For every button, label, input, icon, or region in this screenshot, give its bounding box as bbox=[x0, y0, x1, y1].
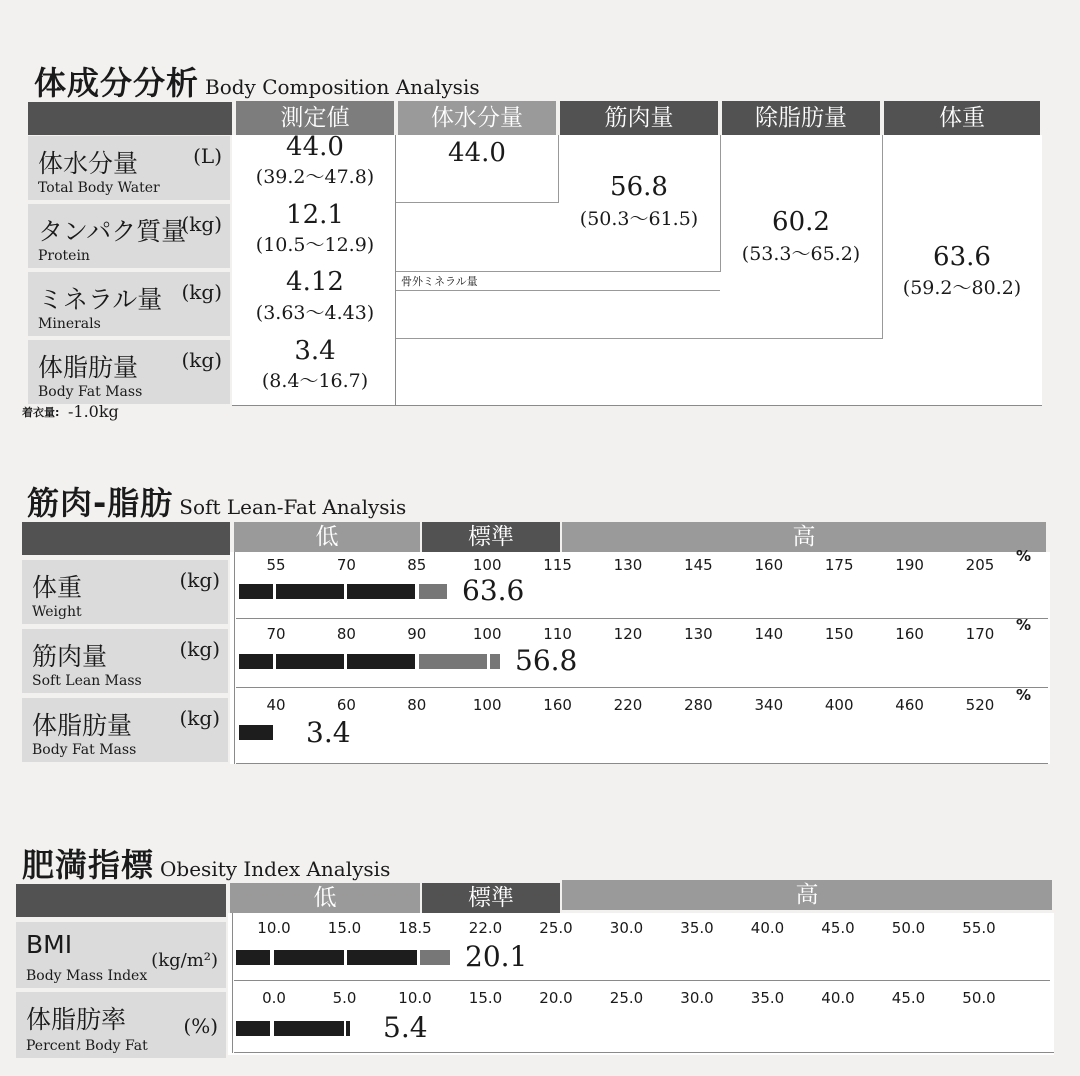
scale-tick-label: 55.0 bbox=[962, 919, 996, 937]
scale-tick-label: 40.0 bbox=[821, 989, 855, 1007]
measured-protein-value: 12.1 bbox=[286, 200, 344, 230]
comp-row-water-unit: (L) bbox=[193, 144, 222, 168]
sl-muscle-bar-seg bbox=[419, 654, 487, 669]
ob-row-pbf-jp: 体脂肪率 bbox=[26, 1005, 127, 1034]
sl-row-weight-unit: (kg) bbox=[179, 568, 220, 592]
sl-fat-bar-seg bbox=[239, 725, 273, 740]
sl-weight-bar-seg bbox=[347, 584, 415, 599]
measured-fat-value: 3.4 bbox=[294, 336, 336, 366]
ob-pbf-bar-seg bbox=[274, 1021, 344, 1036]
ob-pbf-value: 5.4 bbox=[383, 1011, 428, 1044]
scale-tick-label: 205 bbox=[965, 556, 995, 574]
scale-tick-label: 220 bbox=[613, 696, 643, 714]
comp-row-protein-jp: タンパク質量 bbox=[38, 217, 187, 246]
measured-protein-range: (10.5～12.9) bbox=[255, 234, 375, 256]
weight-value: 63.6 bbox=[933, 242, 991, 272]
sl-weight-value: 63.6 bbox=[462, 574, 525, 607]
ob-row-pbf-unit: (%) bbox=[183, 1014, 218, 1038]
scale-tick-label: 22.0 bbox=[468, 919, 503, 937]
scale-tick-label: 400 bbox=[824, 696, 854, 714]
sl-row-fat-en: Body Fat Mass bbox=[32, 742, 137, 758]
ob-row-bmi-unit: (kg/m²) bbox=[151, 950, 218, 971]
ob-bmi-value: 20.1 bbox=[465, 940, 528, 973]
scale-tick-label: 460 bbox=[895, 696, 924, 714]
sl-ticks-weight bbox=[0, 556, 1080, 576]
scale-tick-label: 80 bbox=[336, 625, 356, 643]
scale-tick-label: 30.0 bbox=[680, 989, 714, 1007]
sl-muscle-bar-seg bbox=[239, 654, 273, 669]
comp-row-fat-jp: 体脂肪量 bbox=[38, 353, 139, 382]
ob-ticks-pbf bbox=[0, 989, 1080, 1009]
obesity-title-jp: 肥満指標 bbox=[22, 846, 155, 884]
softlean-header-blank bbox=[22, 522, 230, 555]
ffm-box bbox=[396, 135, 883, 339]
scale-tick-label: 85 bbox=[407, 556, 427, 574]
comp-row-fat-en: Body Fat Mass bbox=[38, 384, 143, 400]
header-muscle: 筋肉量 bbox=[560, 101, 718, 135]
sl-weight-bar-seg bbox=[239, 584, 273, 599]
ob-row-bmi-en: Body Mass Index bbox=[26, 968, 148, 984]
sl-row-sep-2 bbox=[236, 687, 1048, 688]
water-value: 44.0 bbox=[448, 138, 506, 168]
scale-tick-label: 55 bbox=[266, 556, 286, 574]
scale-tick-label: 100 bbox=[472, 625, 502, 643]
ob-ticks-bmi bbox=[0, 919, 1080, 939]
sl-row-weight-en: Weight bbox=[32, 604, 82, 620]
composition-subtitle: Body Composition Analysis bbox=[205, 75, 480, 99]
sl-row-weight-jp: 体重 bbox=[32, 573, 83, 602]
scale-tick-label: 45.0 bbox=[821, 919, 855, 937]
sl-percent-1: % bbox=[1016, 547, 1032, 565]
scale-tick-label: 25.0 bbox=[539, 919, 573, 937]
softlean-subtitle: Soft Lean-Fat Analysis bbox=[179, 495, 407, 519]
obesity-header-blank bbox=[16, 884, 226, 917]
scale-tick-label: 190 bbox=[895, 556, 924, 574]
footnote-value: -1.0kg bbox=[68, 402, 119, 421]
comp-row-fat bbox=[28, 340, 230, 404]
scale-tick-label: 160 bbox=[895, 625, 924, 643]
softlean-level-normal: 標準 bbox=[422, 522, 560, 552]
obesity-title bbox=[22, 840, 390, 886]
sl-fat-value: 3.4 bbox=[306, 716, 351, 749]
sl-ticks-fat bbox=[0, 696, 1080, 716]
scale-tick-label: 10.0 bbox=[257, 919, 291, 937]
scale-tick-label: 0.0 bbox=[262, 989, 286, 1007]
obesity-subtitle: Obesity Index Analysis bbox=[160, 857, 391, 881]
ffm-value: 60.2 bbox=[772, 207, 830, 237]
measured-fat-range: (8.4～16.7) bbox=[261, 370, 369, 392]
comp-row-water bbox=[28, 136, 230, 200]
scale-tick-label: 40 bbox=[266, 696, 286, 714]
obesity-level-normal: 標準 bbox=[422, 883, 560, 913]
comp-row-minerals-unit: (kg) bbox=[181, 280, 222, 304]
scale-tick-label: 70 bbox=[336, 556, 356, 574]
comp-row-water-jp: 体水分量 bbox=[38, 149, 139, 178]
ob-pbf-bar-seg bbox=[346, 1021, 350, 1036]
ob-row-pbf-en: Percent Body Fat bbox=[26, 1038, 148, 1054]
scale-tick-label: 70 bbox=[266, 625, 286, 643]
scale-tick-label: 30.0 bbox=[609, 919, 644, 937]
sl-weight-bar-seg bbox=[419, 584, 447, 599]
softlean-title bbox=[27, 478, 406, 524]
scale-tick-label: 175 bbox=[824, 556, 854, 574]
comp-row-protein bbox=[28, 204, 230, 268]
scale-tick-label: 45.0 bbox=[891, 989, 926, 1007]
sl-muscle-bar-seg bbox=[276, 654, 344, 669]
scale-tick-label: 40.0 bbox=[750, 919, 785, 937]
muscle-value: 56.8 bbox=[610, 172, 668, 202]
footnote-label: 着衣量: bbox=[22, 406, 60, 419]
measured-water-value: 44.0 bbox=[286, 132, 344, 162]
scale-tick-label: 25.0 bbox=[609, 989, 644, 1007]
sl-row-sep-1 bbox=[236, 618, 1048, 619]
scale-tick-label: 110 bbox=[543, 625, 572, 643]
scale-tick-label: 120 bbox=[613, 625, 643, 643]
header-water: 体水分量 bbox=[398, 101, 556, 135]
scale-tick-label: 280 bbox=[684, 696, 713, 714]
scale-tick-label: 5.0 bbox=[332, 989, 357, 1007]
scale-tick-label: 100 bbox=[472, 556, 502, 574]
scale-tick-label: 60 bbox=[336, 696, 356, 714]
scale-tick-label: 80 bbox=[407, 696, 427, 714]
measured-water-range: (39.2～47.8) bbox=[255, 166, 375, 188]
bone-mineral-label: 骨外ミネラル量 bbox=[401, 275, 478, 288]
composition-title bbox=[34, 58, 480, 104]
sl-left-line bbox=[234, 552, 235, 764]
scale-tick-label: 520 bbox=[965, 696, 995, 714]
ffm-range: (53.3～65.2) bbox=[741, 243, 861, 265]
sl-muscle-value: 56.8 bbox=[515, 644, 578, 677]
sl-row-muscle-en: Soft Lean Mass bbox=[32, 673, 142, 689]
scale-tick-label: 115 bbox=[543, 556, 572, 574]
ob-bmi-bar-seg bbox=[347, 950, 417, 965]
comp-row-fat-unit: (kg) bbox=[181, 348, 222, 372]
comp-row-water-en: Total Body Water bbox=[38, 180, 160, 196]
comp-divider bbox=[395, 135, 396, 406]
sl-row-fat-jp: 体脂肪量 bbox=[32, 711, 133, 740]
scale-tick-label: 90 bbox=[407, 625, 427, 643]
ob-bmi-bar-seg bbox=[274, 950, 344, 965]
softlean-title-jp: 筋肉-脂肪 bbox=[27, 484, 174, 522]
scale-tick-label: 140 bbox=[754, 625, 784, 643]
composition-header-blank bbox=[28, 102, 232, 135]
scale-tick-label: 150 bbox=[824, 625, 854, 643]
sl-row-muscle-unit: (kg) bbox=[179, 637, 220, 661]
ob-bmi-bar-seg bbox=[420, 950, 450, 965]
sl-muscle-bar-seg bbox=[347, 654, 415, 669]
header-weight: 体重 bbox=[884, 101, 1040, 135]
scale-tick-label: 145 bbox=[684, 556, 713, 574]
scale-tick-label: 15.0 bbox=[327, 919, 362, 937]
scale-tick-label: 35.0 bbox=[680, 919, 714, 937]
weight-range: (59.2～80.2) bbox=[902, 277, 1022, 299]
muscle-range: (50.3～61.5) bbox=[579, 208, 699, 230]
comp-row-minerals-jp: ミネラル量 bbox=[38, 285, 163, 314]
header-ffm: 除脂肪量 bbox=[722, 101, 880, 135]
scale-tick-label: 130 bbox=[684, 625, 713, 643]
ob-row-bmi-jp: BMI bbox=[26, 930, 73, 959]
sl-weight-bar-seg bbox=[276, 584, 344, 599]
comp-bottom-line bbox=[232, 405, 1042, 406]
composition-title-jp: 体成分分析 bbox=[34, 64, 200, 102]
sl-percent-2: % bbox=[1016, 616, 1032, 634]
scale-tick-label: 35.0 bbox=[750, 989, 785, 1007]
sl-bottom-line bbox=[236, 763, 1048, 764]
scale-tick-label: 15.0 bbox=[468, 989, 503, 1007]
comp-row-protein-en: Protein bbox=[38, 248, 90, 264]
comp-row-minerals-en: Minerals bbox=[38, 316, 101, 332]
measured-minerals-range: (3.63～4.43) bbox=[255, 302, 375, 324]
scale-tick-label: 340 bbox=[754, 696, 784, 714]
softlean-level-high: 高 bbox=[562, 522, 1046, 552]
sl-ticks-muscle bbox=[0, 625, 1080, 645]
sl-muscle-bar-seg bbox=[490, 654, 500, 669]
scale-tick-label: 160 bbox=[754, 556, 784, 574]
scale-tick-label: 18.5 bbox=[398, 919, 432, 937]
header-measured: 測定値 bbox=[236, 101, 394, 135]
scale-tick-label: 20.0 bbox=[539, 989, 573, 1007]
scale-tick-label: 50.0 bbox=[891, 919, 926, 937]
ob-bmi-bar-seg bbox=[236, 950, 270, 965]
ob-row-sep bbox=[234, 980, 1050, 981]
measured-minerals-value: 4.12 bbox=[286, 267, 344, 297]
ob-pbf-bar-seg bbox=[236, 1021, 270, 1036]
sl-percent-3: % bbox=[1016, 686, 1032, 704]
scale-tick-label: 10.0 bbox=[398, 989, 432, 1007]
scale-tick-label: 50.0 bbox=[962, 989, 996, 1007]
sl-row-muscle-jp: 筋肉量 bbox=[32, 642, 108, 671]
obesity-level-low: 低 bbox=[230, 883, 420, 913]
scale-tick-label: 160 bbox=[543, 696, 572, 714]
scale-tick-label: 170 bbox=[965, 625, 995, 643]
ob-bottom-line bbox=[234, 1052, 1054, 1053]
scale-tick-label: 130 bbox=[613, 556, 643, 574]
sl-row-fat-unit: (kg) bbox=[179, 706, 220, 730]
comp-row-protein-unit: (kg) bbox=[181, 212, 222, 236]
obesity-level-high: 高 bbox=[562, 880, 1052, 910]
softlean-level-low: 低 bbox=[234, 522, 420, 552]
scale-tick-label: 100 bbox=[472, 696, 502, 714]
comp-row-minerals bbox=[28, 272, 230, 336]
